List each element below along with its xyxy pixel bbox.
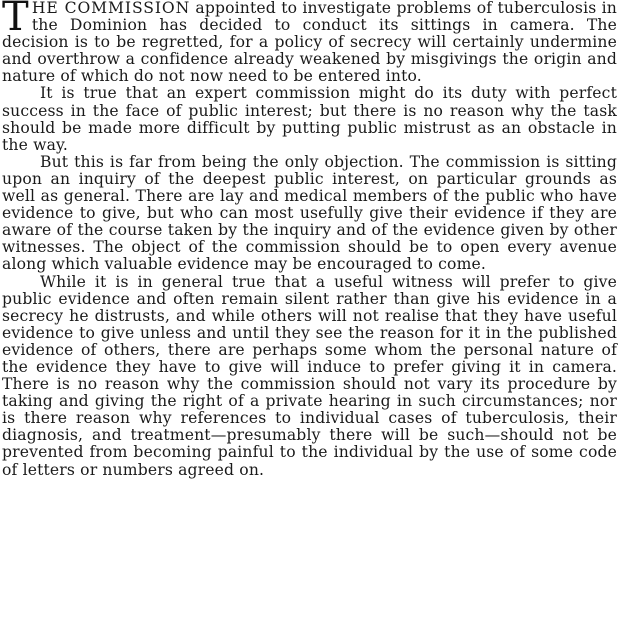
article-paragraph-2: It is true that an expert commission might do its duty with perfect success in the face of public interest; but there is no reason why the task should be made more difficult by putting public mistrust as an obstacle in the way. (2, 84, 617, 154)
lead-in-caps: HE COMMISSION (31, 0, 191, 17)
article-paragraph-1 (2, 0, 617, 85)
editorial-article (2, 0, 617, 479)
article-paragraph-3: But this is far from being the only objection. The commission is sitting upon an inquiry of the deepest public interest, on particular grounds as well as general. There are lay and medical members of the public who have evidence to give, but who can most usefully give their evidence if they are aware of the course taken by the inquiry and of the evidence given by other witnesses. The object of the commission should be to open every avenue along which valuable evidence may be encouraged to come. (2, 152, 617, 274)
drop-cap: T (2, 0, 29, 40)
article-paragraph-4: While it is in general true that a useful witness will prefer to give public evidence and often remain silent rather than give his evidence in a secrecy he distrusts, and while others will not realise that they have useful evidence to give unless and until they see the reason for it in the published evidence of others, there are perhaps some whom the personal nature of the evidence they have to give will induce to prefer giving it in camera. There is no reason why the commission should not vary its procedure by taking and giving the right of a private hearing in such circumstances; nor is there reason why references to individual cases of tuberculosis, their diagnosis, and treatment—presumably there will be such—should not be prevented from becoming painful to the individual by the use of some code of letters or numbers agreed on. (2, 272, 617, 479)
paragraph-1-body: appointed to investigate problems of tuberculosis in the Dominion has decided to conduct its sittings in camera. The decision is to be regretted, for a policy of secrecy will certainly undermine and overthrow a confidence already weakened by misgivings the origin and nature of which do not now need to be entered into. (2, 0, 617, 86)
